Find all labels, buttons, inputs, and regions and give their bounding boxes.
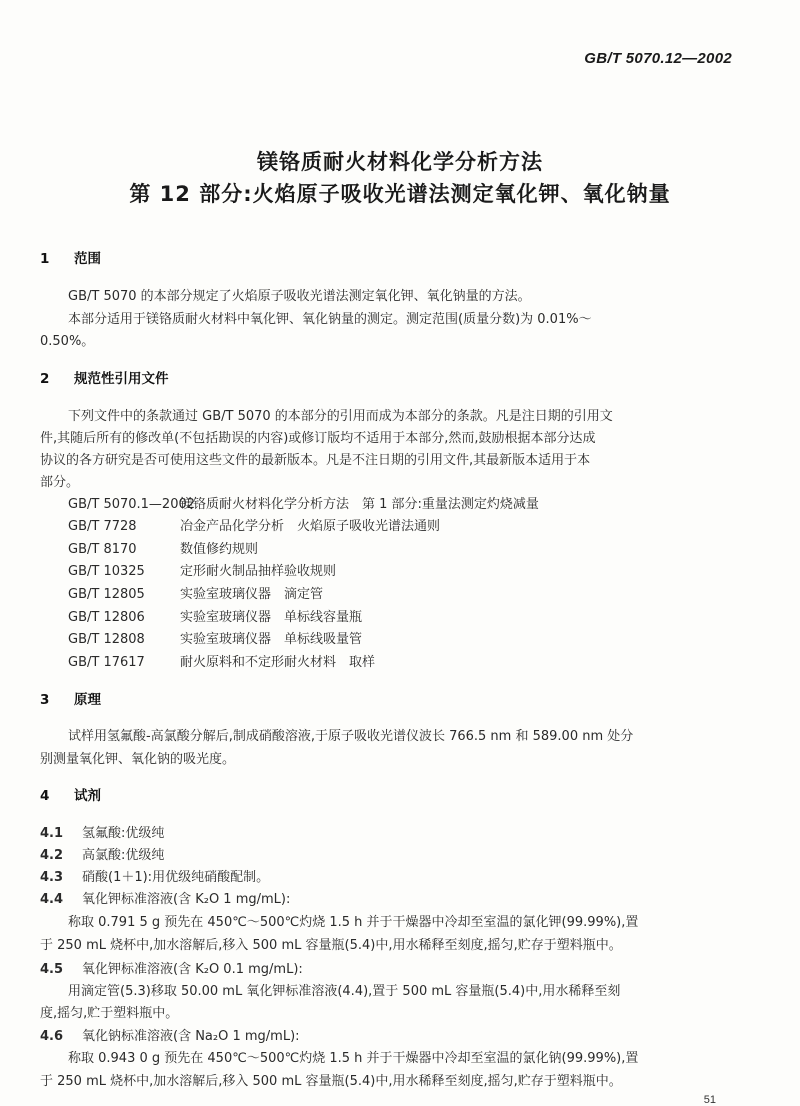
section-title: 试剂 [74,788,101,804]
section-3-paragraph: 别测量氧化钾、氧化钠的吸光度。 [40,752,236,767]
reagent-item [40,826,164,842]
reference-code: GB/T 5070.1—2002 [68,497,196,512]
section-1-heading [40,251,101,267]
reference-title: 冶金产品化学分析 火焰原子吸收光谱法通则 [180,519,441,534]
normative-reference [68,632,362,648]
section-title: 原理 [74,692,101,708]
reference-title: 实验室玻璃仪器 单标线吸量管 [180,632,363,647]
reagent-item [40,848,164,864]
reagent-paragraph: 用滴定管(5.3)移取 50.00 mL 氧化钾标准溶液(4.4),置于 500 mL 容量瓶(5.4)中,用水稀释至刻 [68,984,621,999]
reagent-paragraph: 称取 0.943 0 g 预先在 450℃～500℃灼烧 1.5 h 并于干燥器中冷却至室温的氯化钠(99.99%),置 [68,1051,639,1066]
normative-reference [68,610,362,626]
reference-code: GB/T 12806 [68,610,145,625]
section-number: 4 [40,788,50,804]
section-2-paragraph: 下列文件中的条款通过 GB/T 5070 的本部分的引用而成为本部分的条款。凡是注日期的引用文 [68,409,613,424]
normative-reference [68,519,440,535]
normative-reference [68,542,258,558]
normative-reference [68,655,375,671]
section-1-paragraph: GB/T 5070 的本部分规定了火焰原子吸收光谱法测定氧化钾、氧化钠量的方法。 [68,289,531,304]
clause-number: 4.1 [40,826,64,841]
reference-title: 定形耐火制品抽样验收规则 [180,564,337,579]
clause-number: 4.6 [40,1029,64,1044]
section-4-heading [40,788,101,804]
section-2-heading [40,371,169,387]
reference-code: GB/T 17617 [68,655,145,670]
reagent-text: 高氯酸:优级纯 [82,848,165,863]
section-2-paragraph: 件,其随后所有的修改单(不包括勘误的内容)或修订版均不适用于本部分,然而,鼓励根据本部分达成 [40,431,596,446]
reference-code: GB/T 10325 [68,564,145,579]
reagent-text: 氧化钠标准溶液(含 Na₂O 1 mg/mL): [82,1029,300,1044]
reference-code: GB/T 8170 [68,542,137,557]
reference-title: 数值修约规则 [180,542,259,557]
document-title-line2: 第 12 部分:火焰原子吸收光谱法测定氧化钾、氧化钠量 [129,182,671,206]
section-2-paragraph: 协议的各方研究是否可使用这些文件的最新版本。凡是不注日期的引用文件,其最新版本适用于本 [40,453,591,468]
section-3-heading [40,692,101,708]
reagent-text: 硝酸(1＋1):用优级纯硝酸配制。 [82,870,270,885]
section-number: 2 [40,371,50,387]
reference-title: 镁铬质耐火材料化学分析方法 第 1 部分:重量法测定灼烧减量 [180,497,539,512]
reference-title: 实验室玻璃仪器 滴定管 [180,587,324,602]
reference-code: GB/T 7728 [68,519,137,534]
reference-title: 实验室玻璃仪器 单标线容量瓶 [180,610,363,625]
reagent-paragraph: 称取 0.791 5 g 预先在 450℃～500℃灼烧 1.5 h 并于干燥器中冷却至室温的氯化钾(99.99%),置 [68,915,639,930]
reagent-item [40,962,303,978]
section-title: 规范性引用文件 [74,371,169,387]
clause-number: 4.2 [40,848,64,863]
normative-reference [68,587,323,603]
section-title: 范围 [74,251,101,267]
clause-number: 4.5 [40,962,64,977]
reagent-text: 氧化钾标准溶液(含 K₂O 0.1 mg/mL): [82,962,303,977]
standard-number: GB/T 5070.12—2002 [584,50,732,67]
normative-reference [68,564,336,580]
reagent-item [40,870,269,886]
reagent-paragraph: 于 250 mL 烧杯中,加水溶解后,移入 500 mL 容量瓶(5.4)中,用水稀释至刻度,摇匀,贮存于塑料瓶中。 [40,1074,622,1089]
reagent-text: 氢氟酸:优级纯 [82,826,165,841]
reference-title: 耐火原料和不定形耐火材料 取样 [180,655,376,670]
section-3-paragraph: 试样用氢氟酸-高氯酸分解后,制成硝酸溶液,于原子吸收光谱仪波长 766.5 nm 和 589.00 nm 处分 [68,729,634,744]
reagent-item [40,892,290,908]
clause-number: 4.4 [40,892,64,907]
reagent-paragraph: 度,摇匀,贮于塑料瓶中。 [40,1006,179,1021]
reagent-text: 氧化钾标准溶液(含 K₂O 1 mg/mL): [82,892,291,907]
reagent-paragraph: 于 250 mL 烧杯中,加水溶解后,移入 500 mL 容量瓶(5.4)中,用水稀释至刻度,摇匀,贮存于塑料瓶中。 [40,938,622,953]
reference-code: GB/T 12805 [68,587,145,602]
section-number: 3 [40,692,50,708]
reference-code: GB/T 12808 [68,632,145,647]
reagent-item [40,1029,300,1045]
section-number: 1 [40,251,50,267]
normative-reference [68,497,539,513]
clause-number: 4.3 [40,870,64,885]
section-1-paragraph: 0.50%。 [40,334,95,349]
section-1-paragraph: 本部分适用于镁铬质耐火材料中氧化钾、氧化钠量的测定。测定范围(质量分数)为 0.01%～ [68,312,592,327]
section-2-paragraph: 部分。 [40,475,80,490]
document-title-line1: 镁铬质耐火材料化学分析方法 [257,150,543,174]
page-number: 51 [703,1094,716,1106]
